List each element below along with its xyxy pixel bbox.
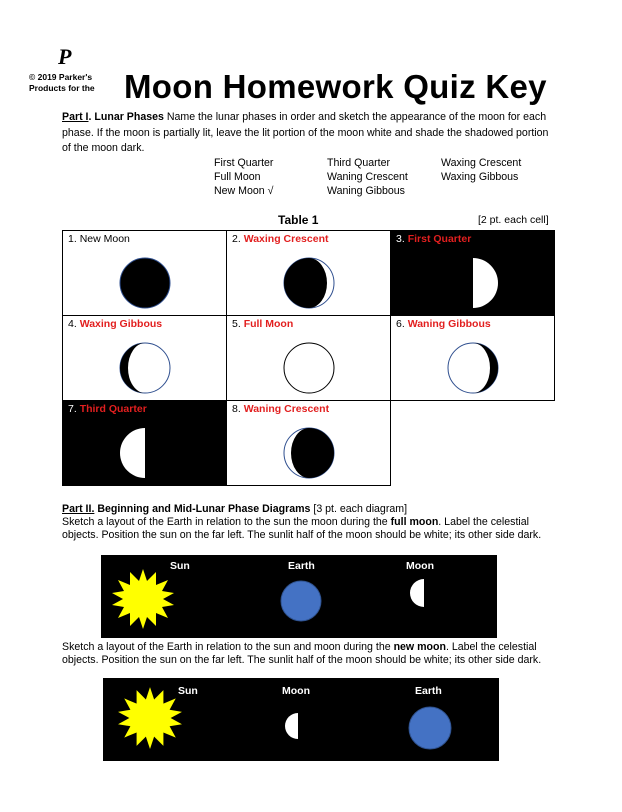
- copyright-text: © 2019 Parker's Products for the: [29, 72, 95, 93]
- sun-label: Sun: [170, 560, 190, 572]
- new-moon-instructions: Sketch a layout of the Earth in relation to the sun and moon during the new moon. Label the celestial objects. Position the sun on the far left. The sunlit half of the moon should be white; its other side dark.: [62, 641, 542, 666]
- full-moon-diagram: [101, 555, 497, 638]
- earth-label: Earth: [288, 560, 315, 572]
- table-cell-7: 7. Third Quarter: [62, 400, 227, 486]
- waxing-gibbous-icon: [115, 338, 175, 398]
- earth-icon: [407, 705, 453, 751]
- table-title: Table 1: [278, 213, 319, 227]
- moon-icon: [409, 578, 439, 608]
- word-bank-col1: First Quarter Full Moon New Moon √: [214, 157, 274, 197]
- moon-label: Moon: [406, 560, 434, 572]
- word-bank-col2: Third Quarter Waning Crescent Waning Gibbous: [327, 157, 408, 197]
- part2-instructions: Part II. Beginning and Mid-Lunar Phase Diagrams [3 pt. each diagram] Sketch a layout of the Earth in relation to the sun the moon during the full moon. Label the celestial objects. Position the sun on the far left. The sunlit half of the moon should be white; its other side dark.: [62, 503, 542, 541]
- page-title: Moon Homework Quiz Key: [124, 68, 547, 105]
- earth-icon: [279, 579, 323, 623]
- table-points: [2 pt. each cell]: [478, 214, 549, 226]
- table-cell-5: 5. Full Moon: [226, 315, 391, 401]
- new-moon-diagram: [103, 678, 499, 761]
- part1-instructions: Part I. Lunar Phases Name the lunar phases in order and sketch the appearance of the moon for each phase. If the moon is partially lit, leave the lit portion of the moon white and shade the shadowed portion of the moon dark.: [62, 111, 549, 154]
- table-cell-2: 2. Waxing Crescent: [226, 230, 391, 316]
- new-moon-icon: [115, 253, 175, 313]
- table-cell-6: 6. Waning Gibbous: [390, 315, 555, 401]
- sun-icon: [117, 685, 183, 751]
- table-cell-8: 8. Waning Crescent: [226, 400, 391, 486]
- moon-label: Moon: [282, 685, 310, 697]
- third-quarter-icon: [115, 423, 175, 483]
- word-bank-col3: Waxing Crescent Waxing Gibbous: [441, 157, 522, 183]
- waxing-crescent-icon: [279, 253, 339, 313]
- full-moon-icon: [279, 338, 339, 398]
- moon-icon: [285, 712, 311, 740]
- table-cell-3: 3. First Quarter: [390, 230, 555, 316]
- logo-letter: P: [58, 44, 72, 69]
- waning-crescent-icon: [279, 423, 339, 483]
- table-cell-1: 1. New Moon: [62, 230, 227, 316]
- earth-label: Earth: [415, 685, 442, 697]
- table-cell-4: 4. Waxing Gibbous: [62, 315, 227, 401]
- sun-label: Sun: [178, 685, 198, 697]
- sun-icon: [111, 567, 175, 631]
- waning-gibbous-icon: [443, 338, 503, 398]
- first-quarter-icon: [443, 253, 503, 313]
